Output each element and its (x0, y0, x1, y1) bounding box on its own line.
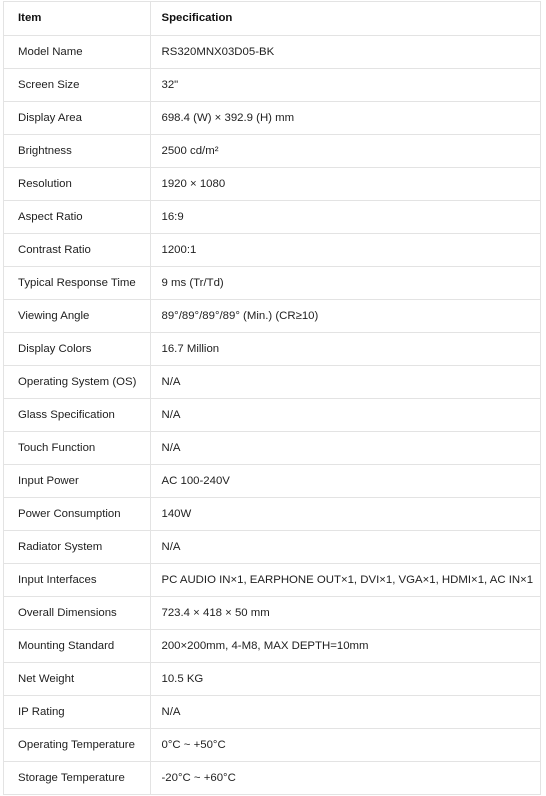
row-label: Power Consumption (4, 497, 150, 530)
header-item: Item (4, 2, 150, 35)
row-label: Glass Specification (4, 398, 150, 431)
row-label: Overall Dimensions (4, 596, 150, 629)
row-value: 698.4 (W) × 392.9 (H) mm (150, 101, 540, 134)
spec-table (4, 2, 540, 794)
row-value: RS320MNX03D05-BK (150, 35, 540, 68)
table-row (4, 398, 540, 431)
table-row (4, 167, 540, 200)
table-row (4, 332, 540, 365)
row-label: IP Rating (4, 695, 150, 728)
row-label: Brightness (4, 134, 150, 167)
row-label: Input Interfaces (4, 563, 150, 596)
row-value: 1920 × 1080 (150, 167, 540, 200)
table-row (4, 695, 540, 728)
row-value: N/A (150, 365, 540, 398)
row-label: Display Area (4, 101, 150, 134)
header-row (4, 2, 540, 35)
table-row (4, 134, 540, 167)
row-value: 89°/89°/89°/89° (Min.) (CR≥10) (150, 299, 540, 332)
table-row (4, 101, 540, 134)
row-label: Viewing Angle (4, 299, 150, 332)
row-label: Display Colors (4, 332, 150, 365)
table-row (4, 431, 540, 464)
spec-table-container (3, 1, 541, 795)
table-row (4, 200, 540, 233)
row-label: Typical Response Time (4, 266, 150, 299)
row-label: Contrast Ratio (4, 233, 150, 266)
row-label: Radiator System (4, 530, 150, 563)
table-row (4, 299, 540, 332)
row-value: PC AUDIO IN×1, EARPHONE OUT×1, DVI×1, VGA×1, HDMI×1, AC IN×1 (150, 563, 540, 596)
spec-table-header (4, 2, 540, 35)
row-value: N/A (150, 398, 540, 431)
row-label: Input Power (4, 464, 150, 497)
table-row (4, 761, 540, 794)
row-value: 140W (150, 497, 540, 530)
table-row (4, 728, 540, 761)
row-label: Mounting Standard (4, 629, 150, 662)
row-value: AC 100-240V (150, 464, 540, 497)
row-value: 9 ms (Tr/Td) (150, 266, 540, 299)
row-value: N/A (150, 695, 540, 728)
row-value: 723.4 × 418 × 50 mm (150, 596, 540, 629)
table-row (4, 530, 540, 563)
row-value: N/A (150, 530, 540, 563)
table-row (4, 68, 540, 101)
table-row (4, 662, 540, 695)
table-row (4, 266, 540, 299)
table-row (4, 596, 540, 629)
row-value: 16:9 (150, 200, 540, 233)
row-label: Model Name (4, 35, 150, 68)
row-value: 16.7 Million (150, 332, 540, 365)
table-row (4, 629, 540, 662)
spec-table-body (4, 35, 540, 794)
row-label: Operating Temperature (4, 728, 150, 761)
table-row (4, 233, 540, 266)
row-value: 0°C ~ +50°C (150, 728, 540, 761)
row-value: 32" (150, 68, 540, 101)
table-row (4, 365, 540, 398)
row-label: Resolution (4, 167, 150, 200)
row-label: Net Weight (4, 662, 150, 695)
header-specification: Specification (150, 2, 540, 35)
row-value: 1200:1 (150, 233, 540, 266)
row-label: Touch Function (4, 431, 150, 464)
table-row (4, 35, 540, 68)
row-label: Operating System (OS) (4, 365, 150, 398)
row-label: Aspect Ratio (4, 200, 150, 233)
row-value: 200×200mm, 4-M8, MAX DEPTH=10mm (150, 629, 540, 662)
table-row (4, 497, 540, 530)
table-row (4, 464, 540, 497)
row-value: -20°C ~ +60°C (161, 771, 236, 784)
table-row (4, 563, 540, 596)
row-label: Storage Temperature (4, 761, 150, 794)
row-label: Screen Size (4, 68, 150, 101)
row-value: N/A (150, 431, 540, 464)
row-value: 2500 cd/m² (150, 134, 540, 167)
row-value: 10.5 KG (150, 662, 540, 695)
